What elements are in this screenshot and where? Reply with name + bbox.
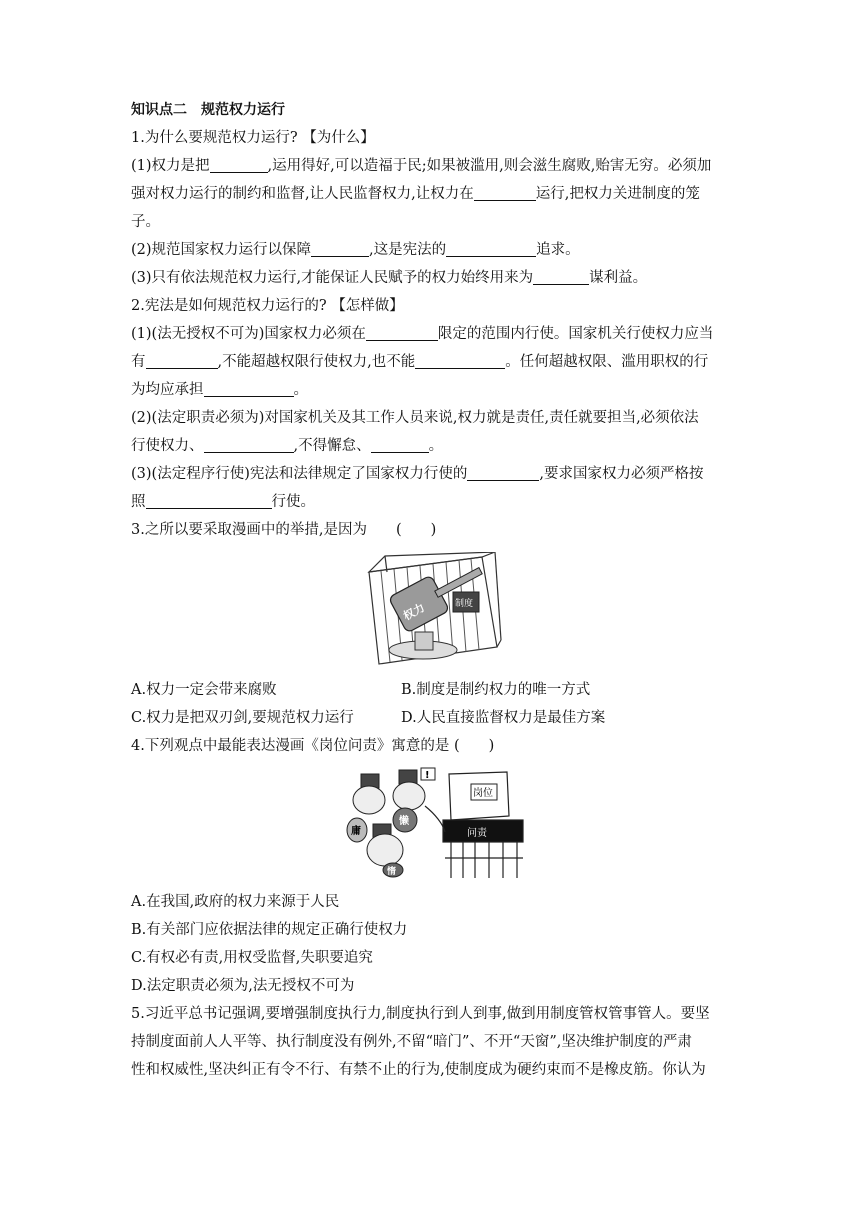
q3-stem: 3.之所以要采取漫画中的举措,是因为 ( ): [131, 522, 437, 538]
cage-cartoon: [357, 552, 502, 670]
q5-line2: 持制度面前人人平等、执行制度没有例外,不留“暗门”、不开“天窗”,坚决维护制度的严肃: [131, 1034, 692, 1050]
fill-blank[interactable]: [474, 184, 536, 201]
fill-blank[interactable]: [146, 352, 218, 369]
q2-p2-line1: (2)(法定职责必须为)对国家机关及其工作人员来说,权力就是责任,责任就要担当,必须依法: [131, 410, 699, 426]
cartoon-char-2: 懒: [399, 816, 409, 827]
fill-blank[interactable]: [210, 156, 268, 173]
fill-blank[interactable]: [366, 324, 438, 341]
q5-line3: 性和权威性,坚决纠正有令不行、有禁不止的行为,使制度成为硬约束而不是橡皮筋。你认为: [131, 1062, 706, 1078]
fill-blank[interactable]: [371, 436, 429, 453]
q1-p1-line1: (1)权力是把 ,运用得好,可以造福于民;如果被滥用,则会滋生腐败,贻害无穷。必须加: [131, 158, 712, 174]
option-a[interactable]: A.权力一定会带来腐败: [131, 682, 277, 698]
fill-blank[interactable]: [311, 240, 369, 257]
q2-p2-line2: 行使权力、 ,不得懈怠、 。: [131, 438, 444, 454]
q4-option-c[interactable]: C.有权必有责,用权受监督,失职要追究: [131, 950, 373, 966]
q2-p1-line1: (1)(法无授权不可为)国家权力必须在 限定的范围内行使。国家机关行使权力应当: [131, 326, 714, 342]
cartoon-label-post: 岗位: [473, 788, 493, 799]
q2-p3-line1: (3)(法定程序行使)宪法和法律规定了国家权力行使的 ,要求国家权力必须严格按: [131, 466, 704, 482]
exclamation-mark: !: [425, 770, 430, 781]
fill-blank[interactable]: [467, 464, 539, 481]
fill-blank[interactable]: [204, 380, 294, 397]
worksheet: [131, 96, 731, 1084]
cartoon-char-1: 庸: [351, 826, 361, 837]
q2-p3-line2: 照 行使。: [131, 494, 315, 510]
q1-p1-line2: 强对权力运行的制约和监督,让人民监督权力,让权力在 运行,把权力关进制度的笼: [131, 186, 700, 202]
section-title: 知识点二 规范权力运行: [131, 102, 285, 118]
q4-option-b[interactable]: B.有关部门应依据法律的规定正确行使权力: [131, 922, 408, 938]
fill-blank[interactable]: [146, 492, 272, 509]
q1-title: 1.为什么要规范权力运行? 【为什么】: [131, 130, 375, 146]
option-c[interactable]: C.权力是把双刃剑,要规范权力运行: [131, 710, 354, 726]
q3-options-row2: [131, 704, 731, 732]
q4-option-a[interactable]: A.在我国,政府的权力来源于人民: [131, 894, 340, 910]
q5-line1: 5.习近平总书记强调,要增强制度执行力,制度执行到人到事,做到用制度管权管事管人。要坚: [131, 1006, 710, 1022]
fill-blank[interactable]: [446, 240, 536, 257]
q3-options-row1: [131, 676, 731, 704]
option-b[interactable]: B.制度是制约权力的唯一方式: [401, 682, 591, 698]
fill-blank[interactable]: [415, 352, 505, 369]
q1-p1-line3: 子。: [131, 214, 160, 230]
option-d[interactable]: D.人民直接监督权力是最佳方案: [401, 710, 606, 726]
q2-title: 2.宪法是如何规范权力运行的? 【怎样做】: [131, 298, 404, 314]
cartoon-char-3: 惰: [387, 867, 397, 877]
q4-stem: 4.下列观点中最能表达漫画《岗位问责》寓意的是 ( ): [131, 738, 495, 754]
q4-option-d[interactable]: D.法定职责必须为,法无授权不可为: [131, 978, 355, 994]
cartoon-label-accountability: 问责: [467, 828, 487, 839]
q1-p2: (2)规范国家权力运行以保障 ,这是宪法的 追求。: [131, 242, 580, 258]
accountability-cartoon: [339, 766, 525, 882]
cartoon-label-system: 制度: [455, 599, 474, 609]
cartoon-label-power: 权力: [401, 601, 427, 623]
q2-p1-line3: 为均应承担 。: [131, 382, 308, 398]
q1-p3: (3)只有依法规范权力运行,才能保证人民赋予的权力始终用来为 谋利益。: [131, 270, 648, 286]
fill-blank[interactable]: [204, 436, 294, 453]
q2-p1-line2: 有 ,不能超越权限行使权力,也不能 。任何超越权限、滥用职权的行: [131, 354, 709, 370]
fill-blank[interactable]: [533, 268, 589, 285]
